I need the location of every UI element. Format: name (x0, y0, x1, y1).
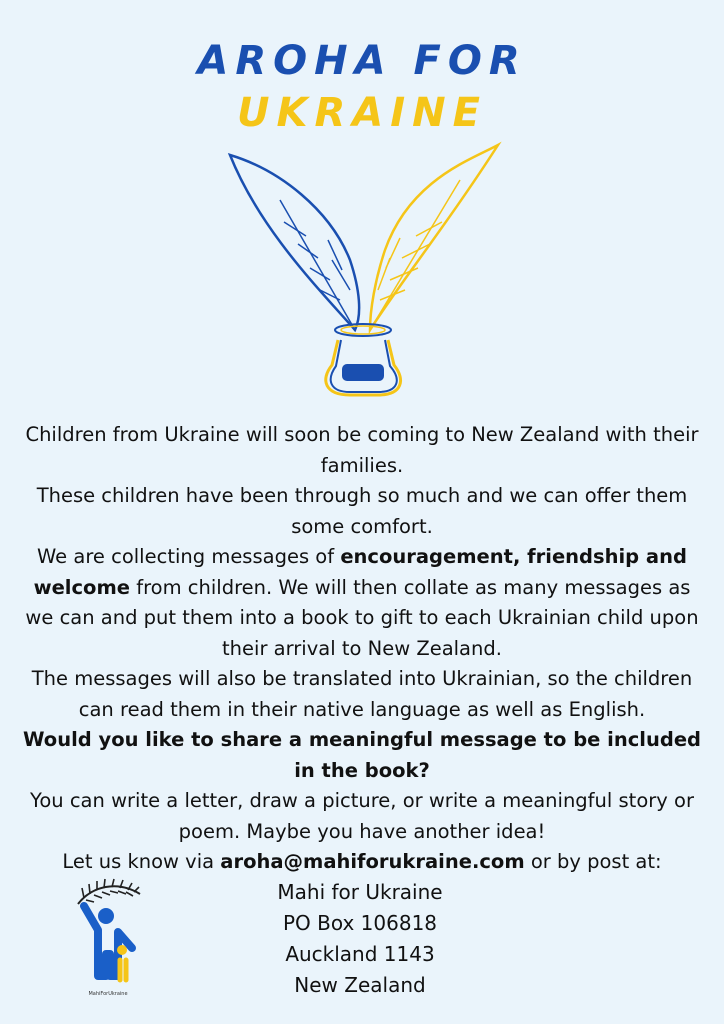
address-line-4: New Zealand (294, 973, 426, 997)
p7-pre: Let us know via (62, 850, 221, 873)
p3-post: from children. We will then collate as many messages as we can and put them into a book to gift to each Ukrainian child upon their arrival to New Zealand. (25, 575, 699, 660)
contact-email-link[interactable]: aroha@mahiforukraine.com (220, 850, 525, 873)
paragraph-7 (22, 847, 702, 878)
p7-post: or by post at: (524, 850, 662, 873)
postal-address (250, 877, 470, 1001)
title-line-2: UKRAINE (237, 90, 487, 136)
p3-pre: We are collecting messages of (37, 545, 341, 568)
mahi-for-ukraine-logo-icon (72, 876, 144, 1000)
paragraph-2: These children have been through so much and we can offer them some comfort. (36, 484, 688, 538)
paragraph-4: The messages will also be translated into Ukrainian, so the children can read them in their native language as well as English. (31, 667, 693, 721)
title-line-1: AROHA FOR (197, 38, 527, 84)
call-to-action: Would you like to share a meaningful message to be included in the book? (22, 728, 701, 782)
address-line-3: Auckland 1143 (285, 942, 435, 966)
quill-ink-pot-icon (220, 140, 510, 400)
svg-text:MahiForUkraine: MahiForUkraine (88, 991, 128, 997)
address-line-1: Mahi for Ukraine (277, 880, 443, 904)
paragraph-3 (22, 542, 702, 664)
address-line-2: PO Box 106818 (282, 911, 438, 935)
paragraph-1: Children from Ukraine will soon be coming to New Zealand with their families. (25, 423, 699, 477)
p3-bold: encouragement, friendship and welcome (33, 545, 687, 599)
body-text (22, 420, 702, 878)
paragraph-6: You can write a letter, draw a picture, or write a meaningful story or poem. Maybe you have another idea! (30, 789, 694, 843)
paragraph-5 (22, 725, 702, 786)
